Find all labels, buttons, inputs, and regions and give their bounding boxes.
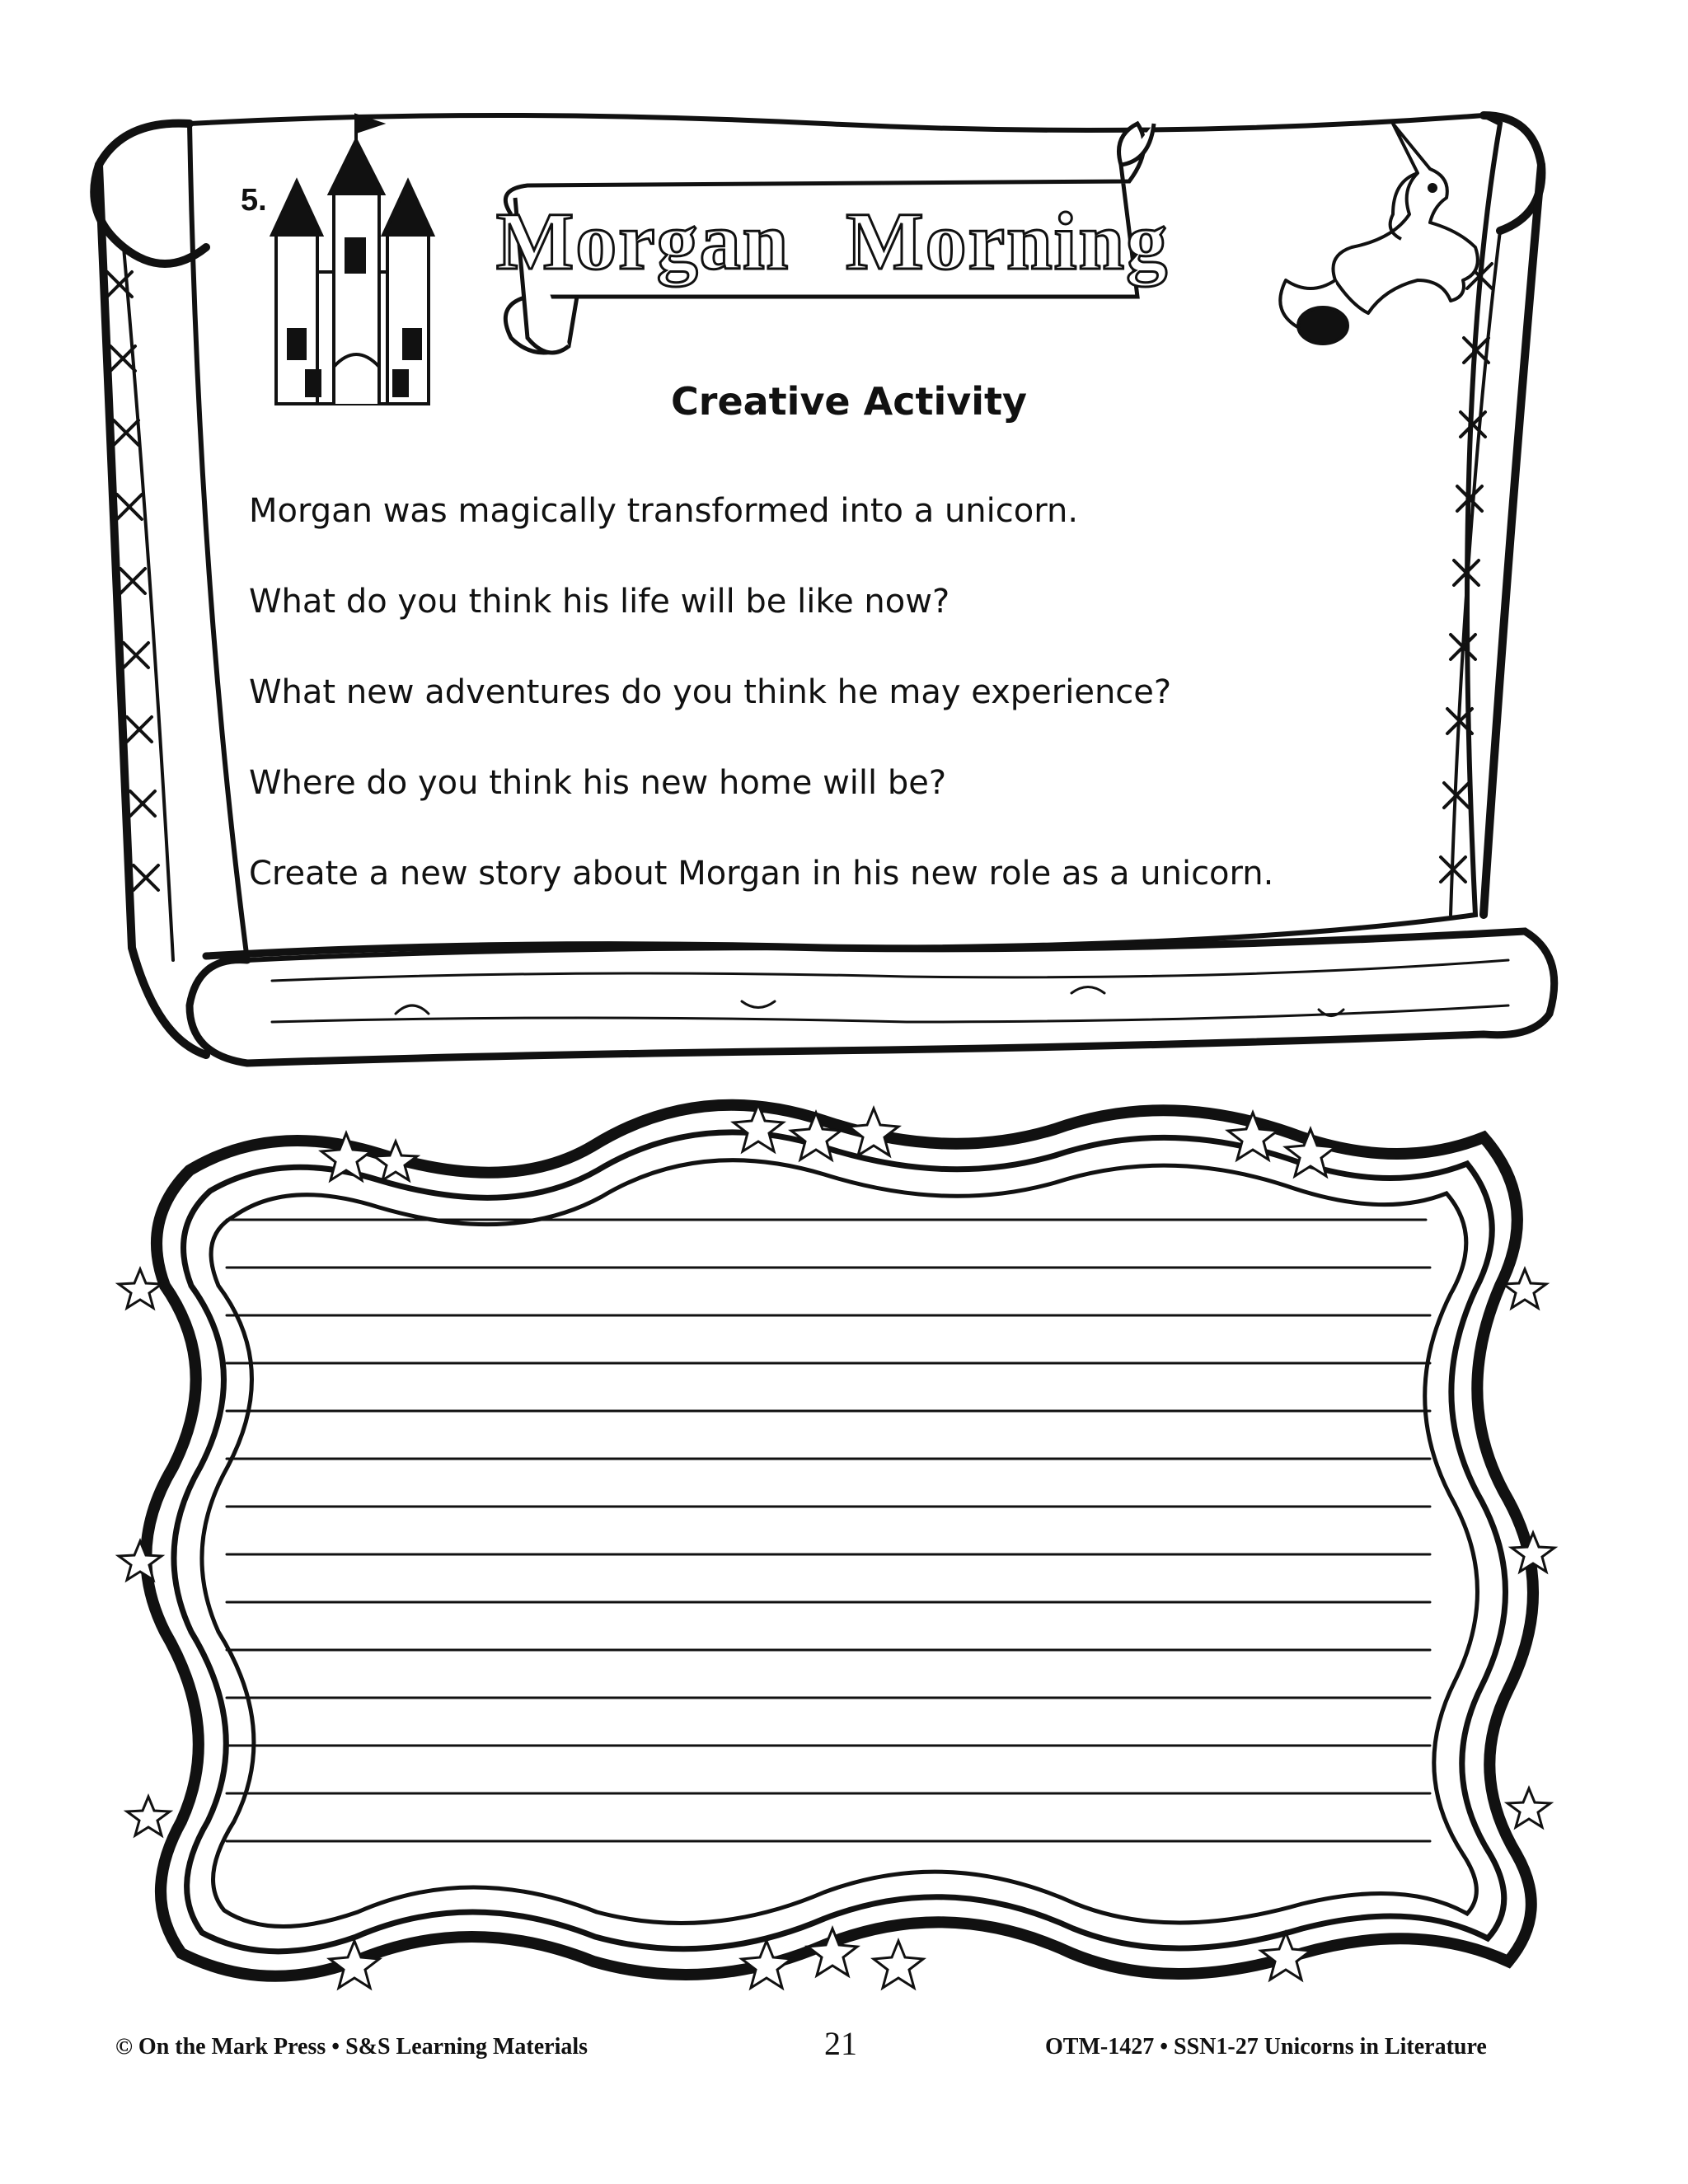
prompt-line: Morgan was magically transformed into a unicorn. [249, 492, 1079, 530]
footer-product-code: OTM-1427 • SSN1-27 Unicorns in Literature [1045, 2034, 1487, 2060]
page-title [495, 191, 1170, 290]
star-border-frame [119, 1104, 1554, 1988]
activity-number: 5. [241, 183, 267, 218]
title-word-2: Morning [846, 194, 1170, 287]
page-number: 21 [824, 2025, 857, 2062]
prompt-line: What do you think his life will be like now? [249, 583, 950, 621]
prompt-line: Where do you think his new home will be? [249, 764, 947, 802]
prompt-list [249, 486, 1436, 940]
title-word-1: Morgan [495, 194, 790, 287]
prompt-line: Create a new story about Morgan in his new role as a unicorn. [249, 855, 1274, 893]
activity-subtitle: Creative Activity [671, 379, 1027, 424]
footer-publisher: © On the Mark Press • S&S Learning Materials [115, 2034, 588, 2060]
prompt-line: What new adventures do you think he may experience? [249, 673, 1172, 711]
